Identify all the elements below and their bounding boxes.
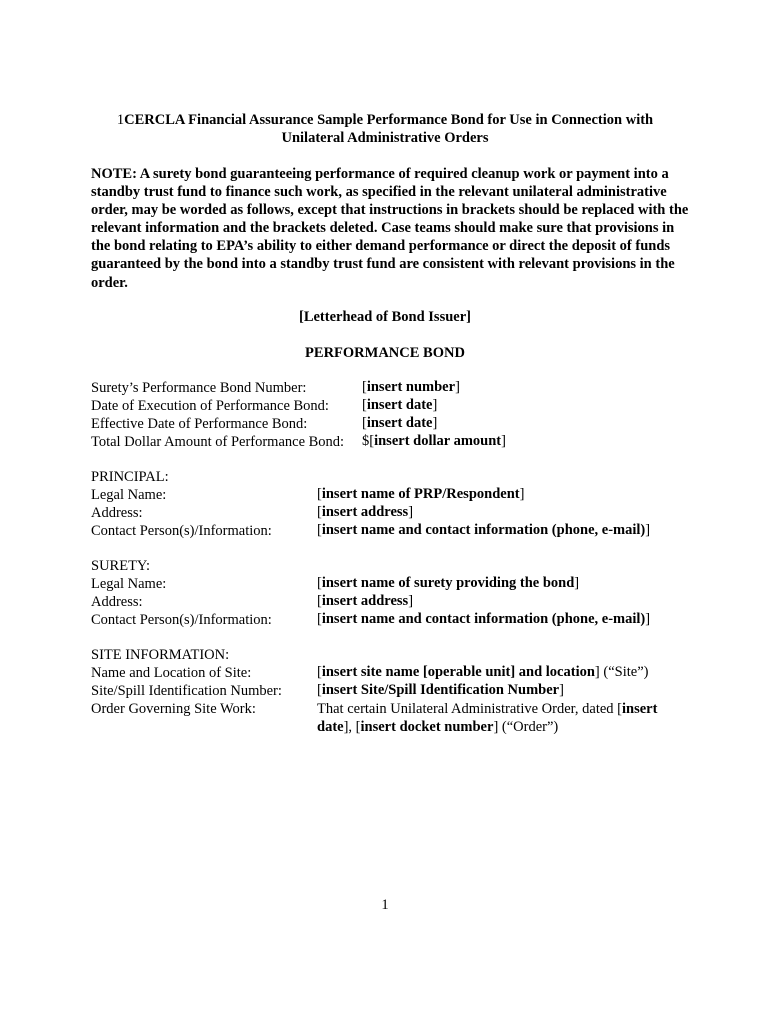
footnote-marker: 1 xyxy=(116,112,125,128)
field-value: [insert address] xyxy=(317,593,414,609)
field-label: Legal Name: xyxy=(91,487,167,503)
bond-info-row xyxy=(91,379,306,397)
field-value: [insert name of surety providing the bond] xyxy=(317,575,580,591)
field-label: Address: xyxy=(91,594,143,610)
field-value: [insert date] xyxy=(362,397,438,413)
field-value: [insert address] xyxy=(317,504,414,520)
principal-heading: PRINCIPAL: xyxy=(91,469,169,485)
field-value: [insert name of PRP/Respondent] xyxy=(317,486,525,502)
bond-info-row xyxy=(91,397,329,415)
document-title xyxy=(40,111,730,147)
page-number: 1 xyxy=(381,897,389,913)
field-value: [insert date] xyxy=(362,415,438,431)
field-value: [insert name and contact information (phone, e-mail)] xyxy=(317,611,651,627)
field-value: [insert Site/Spill Identification Number] xyxy=(317,682,564,698)
title-line-2: Unilateral Administrative Orders xyxy=(281,130,489,146)
field-label: Site/Spill Identification Number: xyxy=(91,683,282,699)
field-value: [insert number] xyxy=(362,379,460,395)
field-label: Legal Name: xyxy=(91,576,167,592)
field-label: Total Dollar Amount of Performance Bond: xyxy=(91,434,345,450)
field-label: Order Governing Site Work: xyxy=(91,701,256,717)
order-description: That certain Unilateral Administrative Order, dated [insert date], [insert docket number] (“Order”) xyxy=(317,701,658,735)
field-label: Address: xyxy=(91,505,143,521)
site-heading: SITE INFORMATION: xyxy=(91,647,230,663)
bond-info-row xyxy=(91,415,307,433)
section-heading: PERFORMANCE BOND xyxy=(305,345,465,361)
field-label: Name and Location of Site: xyxy=(91,665,252,681)
field-value: $[insert dollar amount] xyxy=(362,433,506,449)
note-paragraph: NOTE: A surety bond guaranteeing performance of required cleanup work or payment into a standby trust fund to finance such work, as specified in the relevant unilateral administrative order, may be worded as follows, except that instructions in brackets should be replaced with the relevant information and the brackets deleted. Case teams should make sure that provisions in the bond relating to EPA’s ability to either demand performance or direct the deposit of funds guaranteed by the bond into a standby trust fund are consistent with relevant provisions in the order. xyxy=(91,166,689,291)
field-value: [insert name and contact information (phone, e-mail)] xyxy=(317,522,651,538)
field-value: [insert site name [operable unit] and location] (“Site”) xyxy=(317,664,649,680)
field-label: Contact Person(s)/Information: xyxy=(91,523,272,539)
title-line-1: CERCLA Financial Assurance Sample Performance Bond for Use in Connection with xyxy=(124,112,654,128)
field-label: Contact Person(s)/Information: xyxy=(91,612,272,628)
field-label: Date of Execution of Performance Bond: xyxy=(91,398,329,414)
letterhead-placeholder: [Letterhead of Bond Issuer] xyxy=(299,309,471,325)
field-label: Surety’s Performance Bond Number: xyxy=(91,380,307,396)
surety-heading: SURETY: xyxy=(91,558,151,574)
bond-info-row xyxy=(91,433,344,451)
field-label: Effective Date of Performance Bond: xyxy=(91,416,308,432)
